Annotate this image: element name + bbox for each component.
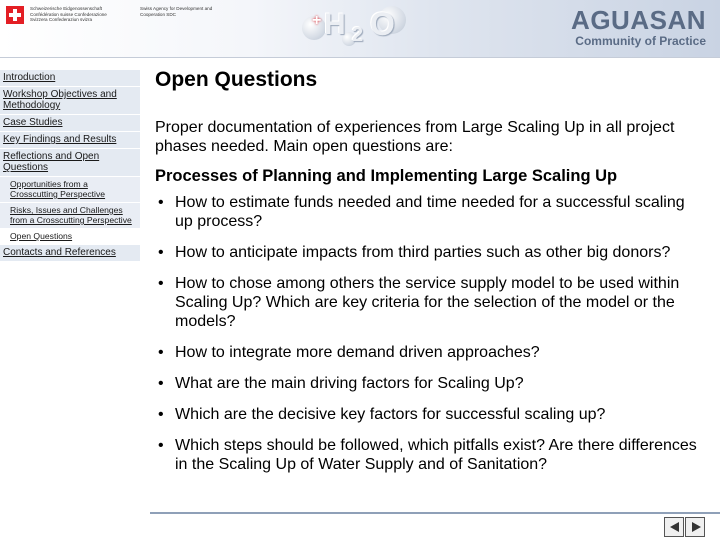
arrow-right-icon bbox=[692, 522, 701, 532]
previous-button[interactable] bbox=[664, 517, 684, 537]
h2o-letter-h: H bbox=[324, 8, 346, 41]
confederation-text: Schweizerische Eidgenossenschaft Confédération suisse Confederazione Svizzera Confederaziun svizra bbox=[30, 6, 107, 23]
section-heading: Processes of Planning and Implementing Large Scaling Up bbox=[155, 167, 618, 185]
intro-paragraph: Proper documentation of experiences from Large Scaling Up in all project phases needed. Main open questions are: bbox=[155, 119, 675, 155]
arrow-left-icon bbox=[670, 522, 679, 532]
h2o-letter-2: 2 bbox=[352, 24, 364, 46]
swiss-flag-icon bbox=[6, 6, 24, 24]
list-item: • How to anticipate impacts from third parties such as other big donors? bbox=[155, 243, 700, 262]
h2o-logo bbox=[300, 2, 410, 52]
sidebar-item-case-studies[interactable]: Case Studies bbox=[0, 115, 140, 132]
sidebar-item-workshop-objectives[interactable]: Workshop Objectives and Methodology bbox=[0, 87, 140, 115]
main-content bbox=[155, 64, 715, 486]
next-button[interactable] bbox=[685, 517, 705, 537]
list-item: • How to integrate more demand driven approaches? bbox=[155, 343, 700, 362]
page-title: Open Questions bbox=[155, 68, 318, 91]
list-item: • How to estimate funds needed and time needed for a successful scaling up process? bbox=[155, 193, 700, 231]
sidebar-subitem-open-questions[interactable]: Open Questions bbox=[0, 229, 140, 245]
sidebar-item-reflections[interactable]: Reflections and Open Questions bbox=[0, 149, 140, 177]
header-banner bbox=[0, 0, 720, 58]
list-item: • Which steps should be followed, which pitfalls exist? Are there differences in the Scaling Up of Water Supply and of Sanitation? bbox=[155, 436, 700, 474]
footer-divider bbox=[150, 512, 720, 514]
brand-name: AGUASAN bbox=[571, 5, 706, 35]
cross-icon: + bbox=[312, 12, 322, 29]
sidebar-item-contacts[interactable]: Contacts and References bbox=[0, 245, 140, 262]
slide-nav bbox=[664, 517, 705, 537]
sidebar-subitem-opportunities[interactable]: Opportunities from a Crosscutting Perspective bbox=[0, 177, 140, 203]
agency-text: Swiss Agency for Development and Cooperation SDC bbox=[140, 6, 213, 17]
sidebar-subitem-risks[interactable]: Risks, Issues and Challenges from a Crosscutting Perspective bbox=[0, 203, 140, 229]
list-item: • Which are the decisive key factors for successful scaling up? bbox=[155, 405, 700, 424]
aguasan-logo bbox=[571, 6, 706, 48]
sidebar-item-key-findings[interactable]: Key Findings and Results bbox=[0, 132, 140, 149]
brand-subtitle: Community of Practice bbox=[575, 34, 706, 48]
sidebar-nav bbox=[0, 70, 140, 262]
questions-list bbox=[155, 193, 700, 474]
h2o-letter-o: O bbox=[370, 6, 395, 42]
list-item: • What are the main driving factors for Scaling Up? bbox=[155, 374, 700, 393]
list-item: • How to chose among others the service supply model to be used within Scaling Up? Which are key criteria for the selection of the model or the models? bbox=[155, 274, 700, 331]
sidebar-item-introduction[interactable]: Introduction bbox=[0, 70, 140, 87]
